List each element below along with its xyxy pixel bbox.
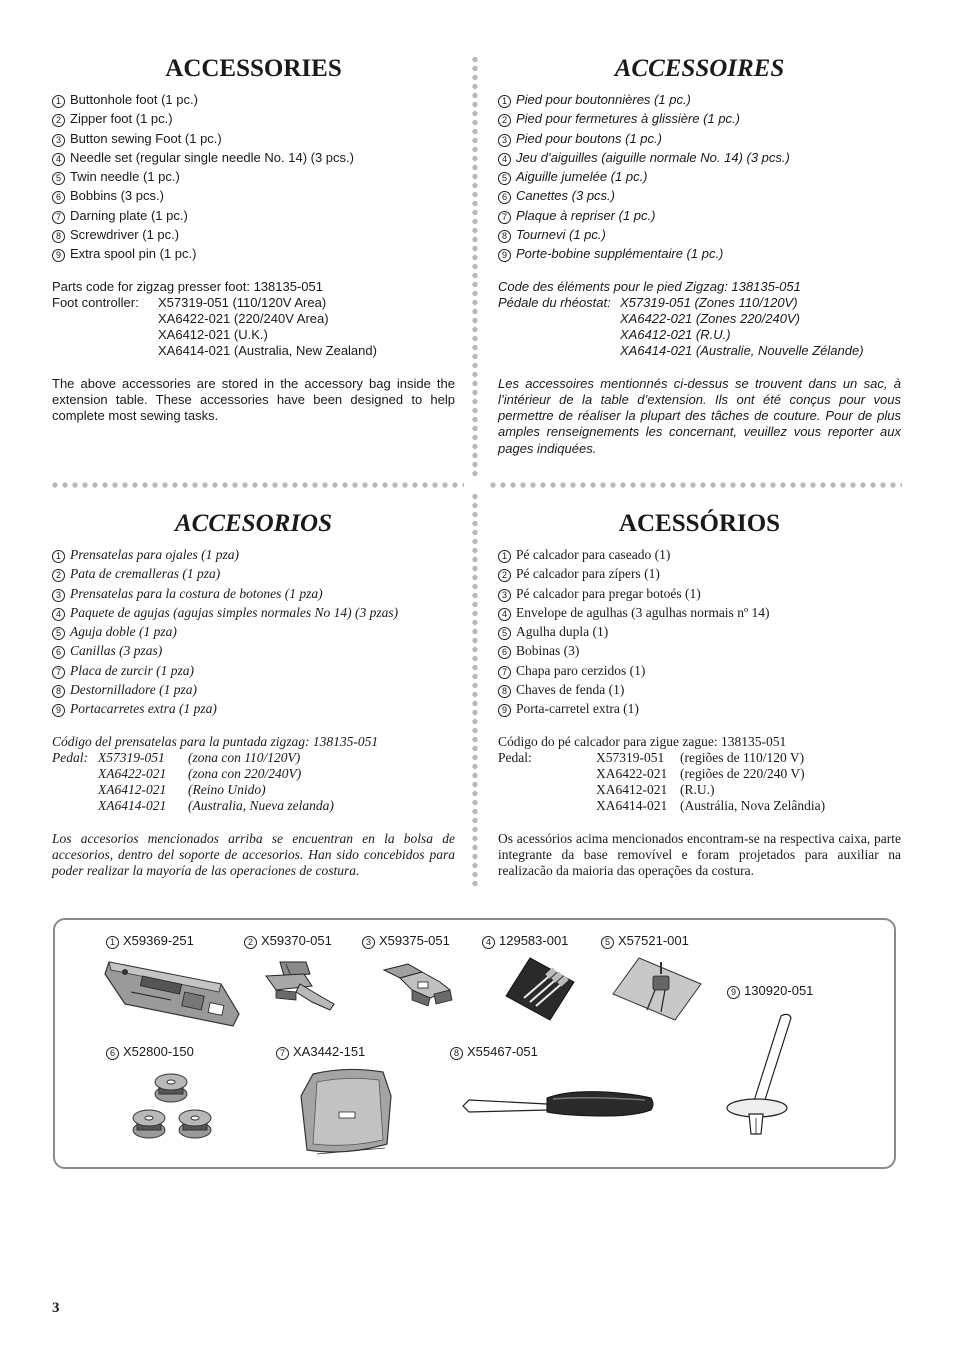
part-code: 130920-051 [744, 983, 814, 998]
pedal-label: Pedal: [498, 749, 532, 765]
part-code-label [601, 933, 689, 949]
circled-number: 6 [52, 191, 65, 204]
list-item [498, 680, 901, 699]
circled-number: 5 [498, 172, 511, 185]
item-text: Jeu d’aiguilles (aiguille normale No. 14) (3 pcs.) [516, 149, 790, 165]
accessory-list-english [52, 90, 455, 264]
foot-code: XA6414-021 (Australie, Nouvelle Zélande) [620, 343, 864, 359]
item-text: Canillas (3 pzas) [70, 643, 163, 659]
foot-code: XA6422-021 [596, 766, 668, 782]
part-code-label [276, 1044, 365, 1060]
foot-code: XA6414-021 [98, 798, 167, 814]
list-item [52, 545, 455, 564]
circled-number: 6 [498, 646, 511, 659]
codes-spanish [52, 734, 455, 815]
circled-number: 7 [498, 666, 511, 679]
list-item [52, 109, 455, 128]
item-text: Placa de zurcir (1 pza) [70, 662, 194, 678]
circled-number: 4 [52, 153, 65, 166]
list-item [52, 225, 455, 244]
foot-code-desc: (zona con 220/240V) [188, 766, 302, 782]
list-item [52, 90, 455, 109]
item-text: Tournevi (1 pc.) [516, 227, 606, 243]
foot-code-desc: (Australia, Nueva zelanda) [188, 798, 334, 814]
item-text: Button sewing Foot (1 pc.) [70, 130, 222, 146]
list-item [52, 584, 455, 603]
foot-code-desc: (regiões de 220/240 V) [680, 766, 805, 782]
foot-code-desc: (Austrália, Nova Zelândia) [680, 798, 826, 814]
section-portuguese [498, 507, 901, 879]
item-text: Pied pour boutonnières (1 pc.) [516, 92, 691, 107]
circled-number: 3 [52, 589, 65, 602]
parts-code: Code des éléments pour le pied Zigzag: 138135-051 [498, 278, 801, 294]
item-text: Canettes (3 pcs.) [516, 188, 615, 204]
note-portuguese: Os acessórios acima mencionados encontram-se na respectiva caixa, parte integrante da base removível e foram projetados para auxiliar na realizacão da maioria das operações da costura. [498, 830, 901, 879]
circled-number: 4 [498, 608, 511, 621]
list-item [498, 186, 901, 205]
item-text: Agulha dupla (1) [516, 624, 609, 640]
pedal-label: Pedal: [52, 749, 88, 765]
list-item [52, 167, 455, 186]
part-code-label [362, 933, 450, 949]
button-sewing-foot-icon [378, 956, 460, 1008]
foot-code-desc: (regiões de 110/120 V) [680, 749, 805, 765]
foot-code-desc: (zona con 110/120V) [188, 749, 301, 765]
item-text: Chapa paro cerzidos (1) [516, 662, 646, 678]
circled-number: 1 [52, 550, 65, 563]
parts-illustration-box [53, 918, 896, 1169]
list-item [498, 148, 901, 167]
list-item [498, 109, 901, 128]
codes-english [52, 279, 455, 360]
circled-number: 5 [498, 627, 511, 640]
horizontal-dotted-divider [50, 482, 464, 488]
list-item [52, 680, 455, 699]
buttonhole-foot-icon [101, 954, 245, 1034]
circled-number: 2 [52, 569, 65, 582]
item-text: Zipper foot (1 pc.) [70, 111, 173, 127]
part-code: X59375-051 [379, 933, 450, 948]
circled-number: 1 [106, 936, 119, 949]
list-item [498, 545, 901, 564]
list-item [498, 129, 901, 148]
circled-number: 5 [601, 936, 614, 949]
note-english: The above accessories are stored in the accessory bag inside the extension table. These accessories have been designed to help complete most sewing tasks. [52, 375, 455, 424]
list-item [52, 641, 455, 660]
codes-portuguese [498, 734, 901, 815]
circled-number: 5 [52, 627, 65, 640]
foot-controller-label: Pédale du rhéostat: [498, 294, 611, 310]
item-text: Twin needle (1 pc.) [70, 169, 180, 185]
accessory-list-portuguese [498, 545, 901, 719]
item-text: Envelope de agulhas (3 agulhas normais nº 14) [516, 604, 770, 620]
page-number: 3 [52, 1300, 60, 1316]
item-text: Screwdriver (1 pc.) [70, 227, 180, 243]
part-code-label [450, 1044, 538, 1060]
foot-code: XA6412-021 [596, 782, 668, 798]
foot-code: XA6422-021 (Zones 220/240V) [620, 311, 800, 327]
part-code-label [106, 933, 194, 949]
item-text: Extra spool pin (1 pc.) [70, 246, 197, 262]
circled-number: 8 [52, 230, 65, 243]
parts-code: Código del prensatelas para la puntada zigzag: 138135-051 [52, 733, 379, 749]
part-code: XA3442-151 [293, 1044, 366, 1059]
codes-french [498, 279, 901, 360]
item-text: Aiguille jumelée (1 pc.) [516, 169, 648, 185]
note-spanish: Los accesorios mencionados arriba se encuentran en la bolsa de accesorios, dentro del soporte de accesorios. Han sido concebidos para poder realizar la mayoría de las operaciones de costura. [52, 830, 455, 879]
list-item [52, 564, 455, 583]
vertical-dotted-divider [472, 55, 478, 480]
circled-number: 5 [52, 172, 65, 185]
needle-set-icon [502, 954, 578, 1024]
part-code: X59370-051 [261, 933, 332, 948]
circled-number: 8 [450, 1047, 463, 1060]
foot-code: XA6414-021 [596, 798, 668, 814]
item-text: Pied pour fermetures à glissière (1 pc.) [516, 111, 740, 127]
circled-number: 1 [498, 95, 511, 108]
part-code-label [244, 933, 332, 949]
item-text: Prensatelas para ojales (1 pza) [70, 547, 239, 562]
item-text: Plaque à repriser (1 pc.) [516, 207, 656, 223]
foot-code: XA6412-021 (R.U.) [620, 327, 731, 343]
item-text: Needle set (regular single needle No. 14) (3 pcs.) [70, 149, 354, 165]
item-text: Aguja doble (1 pza) [70, 624, 177, 640]
heading-english: ACCESSORIES [165, 55, 342, 82]
foot-code: XA6422-021 [98, 766, 167, 782]
list-item [498, 564, 901, 583]
circled-number: 6 [106, 1047, 119, 1060]
circled-number: 6 [52, 646, 65, 659]
item-text: Pé calcador para zípers (1) [516, 566, 660, 582]
item-text: Prensatelas para la costura de botones (1 pza) [70, 585, 323, 601]
circled-number: 1 [52, 95, 65, 108]
item-text: Destornilladore (1 pza) [70, 682, 197, 698]
circled-number: 1 [498, 550, 511, 563]
list-item [498, 584, 901, 603]
circled-number: 8 [498, 685, 511, 698]
item-text: Chaves de fenda (1) [516, 682, 625, 698]
list-item [498, 167, 901, 186]
foot-code-desc: (R.U.) [680, 782, 715, 798]
foot-code: XA6422-021 (220/240V Area) [158, 311, 329, 327]
darning-plate-icon [299, 1066, 395, 1164]
twin-needle-icon [609, 954, 705, 1024]
section-french [498, 52, 901, 457]
circled-number: 8 [52, 685, 65, 698]
list-item [52, 148, 455, 167]
foot-code: X57319-051 [98, 749, 165, 765]
parts-code: Código do pé calcador para zigue zague: 138135-051 [498, 733, 787, 749]
part-code-label [482, 933, 568, 949]
heading-spanish: ACCESORIOS [174, 510, 333, 537]
list-item [498, 699, 901, 718]
list-item [498, 206, 901, 225]
circled-number: 4 [498, 153, 511, 166]
foot-code: XA6412-021 [98, 782, 167, 798]
circled-number: 9 [52, 249, 65, 262]
part-code: X55467-051 [467, 1044, 538, 1059]
list-item [52, 186, 455, 205]
circled-number: 9 [52, 704, 65, 717]
list-item [498, 641, 901, 660]
circled-number: 3 [362, 936, 375, 949]
circled-number: 4 [52, 608, 65, 621]
foot-code: X57319-051 (110/120V Area) [158, 294, 327, 310]
circled-number: 2 [498, 114, 511, 127]
circled-number: 7 [52, 666, 65, 679]
item-text: Pé calcador para pregar botoés (1) [516, 585, 701, 601]
part-code: X57521-001 [618, 933, 689, 948]
vertical-dotted-divider [472, 492, 478, 888]
item-text: Darning plate (1 pc.) [70, 207, 188, 223]
section-english [52, 52, 455, 424]
item-text: Pé calcador para caseado (1) [516, 547, 671, 562]
circled-number: 3 [498, 589, 511, 602]
part-code: X59369-251 [123, 933, 194, 948]
list-item [52, 244, 455, 263]
screwdriver-icon [457, 1086, 657, 1122]
item-text: Portacarretes extra (1 pza) [70, 701, 217, 717]
parts-code: Parts code for zigzag presser foot: 138135-051 [52, 278, 323, 294]
spool-pin-icon [723, 1008, 803, 1148]
circled-number: 9 [727, 986, 740, 999]
heading-french: ACCESSOIRES [614, 55, 785, 82]
circled-number: 7 [52, 211, 65, 224]
item-text: Paquete de agujas (agujas simples normales No 14) (3 pzas) [70, 604, 399, 620]
circled-number: 7 [276, 1047, 289, 1060]
circled-number: 4 [482, 936, 495, 949]
foot-controller-label: Foot controller: [52, 294, 139, 310]
list-item [52, 661, 455, 680]
foot-code: XA6412-021 (U.K.) [158, 327, 268, 343]
list-item [52, 206, 455, 225]
part-code-label [727, 983, 813, 999]
part-code: 129583-001 [499, 933, 569, 948]
list-item [498, 90, 901, 109]
part-code-label [106, 1044, 194, 1060]
zipper-foot-icon [260, 956, 340, 1014]
bobbin [155, 1074, 187, 1102]
item-text: Bobbins (3 pcs.) [70, 188, 164, 204]
list-item [498, 244, 901, 263]
list-item [52, 699, 455, 718]
list-item [498, 603, 901, 622]
list-item [52, 129, 455, 148]
foot-code-desc: (Reino Unido) [188, 782, 266, 798]
list-item [52, 603, 455, 622]
accessory-list-spanish [52, 545, 455, 719]
foot-code: XA6414-021 (Australia, New Zealand) [158, 343, 377, 359]
heading-portuguese: ACESSÓRIOS [618, 510, 781, 537]
accessory-list-french [498, 90, 901, 264]
bobbins-icon [129, 1068, 249, 1150]
list-item [498, 622, 901, 641]
circled-number: 9 [498, 249, 511, 262]
foot-code: X57319-051 [596, 749, 665, 765]
circled-number: 6 [498, 191, 511, 204]
item-text: Pied pour boutons (1 pc.) [516, 130, 662, 146]
item-text: Bobinas (3) [516, 643, 580, 659]
item-text: Pata de cremalleras (1 pza) [70, 566, 221, 582]
circled-number: 3 [52, 134, 65, 147]
part-code: X52800-150 [123, 1044, 194, 1059]
list-item [498, 661, 901, 680]
item-text: Buttonhole foot (1 pc.) [70, 92, 198, 107]
item-text: Porta-carretel extra (1) [516, 701, 639, 717]
list-item [498, 225, 901, 244]
note-french: Les accessoires mentionnés ci-dessus se trouvent dans un sac, à l’intérieur de la table d’extension. Ils ont été conçus pour vous permettre de réaliser la plupart des tâches de couture. Pour de plus amples renseignements les concernant, veuillez vous reporter aux pages indiquées. [498, 375, 901, 456]
foot-code: X57319-051 (Zones 110/120V) [620, 294, 798, 310]
circled-number: 2 [52, 114, 65, 127]
circled-number: 9 [498, 704, 511, 717]
circled-number: 7 [498, 211, 511, 224]
circled-number: 2 [244, 936, 257, 949]
section-spanish [52, 507, 455, 879]
circled-number: 8 [498, 230, 511, 243]
item-text: Porte-bobine supplémentaire (1 pc.) [516, 246, 724, 262]
circled-number: 3 [498, 134, 511, 147]
circled-number: 2 [498, 569, 511, 582]
horizontal-dotted-divider [488, 482, 902, 488]
list-item [52, 622, 455, 641]
